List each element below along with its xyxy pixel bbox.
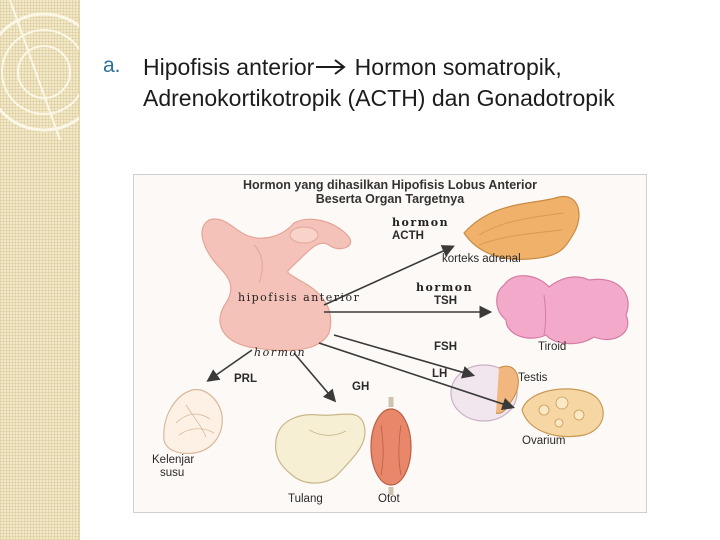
gland-label: hipofisis anterior (238, 291, 361, 304)
testis-illustration (451, 365, 518, 421)
adrenal-label: korteks adrenal (442, 253, 521, 265)
bullet-paragraph (143, 52, 673, 114)
ovarium-illustration (522, 389, 603, 437)
kelenjar-label-line2: susu (160, 467, 185, 479)
testis-label: Testis (518, 372, 548, 384)
bone-illustration (276, 414, 365, 483)
hormon-label-main: hormon (254, 346, 307, 359)
hormon-label-acth: hormon (392, 216, 450, 229)
muscle-illustration (371, 397, 411, 495)
diagram-title-line1: Hormon yang dihasilkan Hipofisis Lobus Anterior (242, 178, 537, 192)
acth-label: ACTH (392, 230, 424, 242)
tsh-label: TSH (434, 295, 457, 307)
decorative-side-band (0, 0, 80, 540)
right-arrow-icon (314, 58, 348, 76)
ovarium-label: Ovarium (522, 435, 566, 447)
hormone-diagram (133, 174, 647, 513)
fsh-label: FSH (434, 341, 457, 353)
diagram-illustration (134, 175, 646, 512)
thyroid-illustration (497, 276, 628, 344)
hormon-label-tsh: hormon (416, 281, 474, 294)
tulang-label: Tulang (288, 493, 323, 505)
mammary-gland-illustration (164, 390, 222, 454)
pituitary-gland-illustration (202, 219, 351, 351)
kelenjar-label-line1: Kelenjar (152, 454, 195, 466)
bullet-text-part1: Hipofisis anterior (143, 54, 315, 80)
lh-label: LH (432, 368, 448, 380)
otot-label: Otot (378, 493, 400, 505)
tiroid-label: Tiroid (538, 341, 567, 353)
gh-label: GH (352, 381, 370, 393)
decorative-circles (0, 0, 79, 540)
bullet-text-part2: Hormon somatropik, Adrenokortikotropik (ACTH) dan Gonadotropik (143, 54, 615, 111)
diagram-title-line2: Beserta Organ Targetnya (315, 192, 465, 206)
list-marker: a. (103, 54, 121, 77)
prl-label: PRL (234, 373, 257, 385)
